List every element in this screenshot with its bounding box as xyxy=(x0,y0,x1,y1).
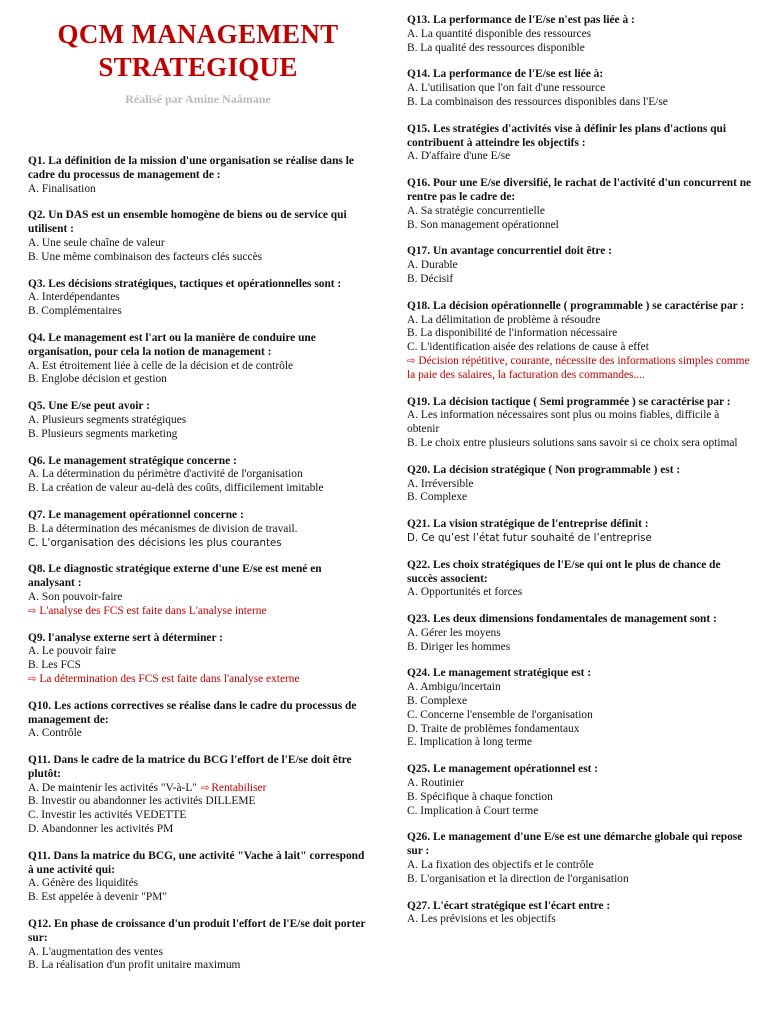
author-credit: Réalisé par Amine Naâmane xyxy=(125,92,271,106)
answer-option: A. D'affaire d'une E/se xyxy=(407,150,511,163)
answer-option: A. La délimitation de problème à résoudre xyxy=(407,313,601,326)
arrow-icon: ⇨ xyxy=(28,673,37,685)
correction-note xyxy=(407,355,752,383)
question-text: Q13. La performance de l'E/se n'est pas liée à : xyxy=(407,14,635,26)
answer-option: A. Génère des liquidités xyxy=(28,877,139,890)
question-text: Q15. Les stratégies d'activités vise à définir les plans d'actions qui contribuent à atteindre les objectifs : xyxy=(407,122,727,149)
question-item xyxy=(407,831,752,886)
answer-option: A. Plusieurs segments stratégiques xyxy=(28,413,187,426)
answer-option: B. Les FCS xyxy=(28,659,81,672)
answer-option: A. Gérer les moyens xyxy=(407,626,501,639)
question-text: Q1. La définition de la mission d'une organisation se réalise dans le cadre du processus de management de : xyxy=(28,155,354,181)
question-text: Q26. Le management d'une E/se est une démarche globale qui repose sur : xyxy=(407,831,743,858)
answer-option: E. Implication à long terme xyxy=(407,736,532,749)
question-text: Q8. Le diagnostic stratégique externe d'une E/se est mené en analysant : xyxy=(28,563,322,590)
answer-option: B. Plusieurs segments marketing xyxy=(28,427,178,440)
question-text: Q5. Une E/se peut avoir : xyxy=(28,400,150,413)
answer-option: B. La détermination des mécanismes de division de travail. xyxy=(28,522,298,535)
answer-option: B. Complémentaires xyxy=(28,305,122,318)
answer-option: A. Son pouvoir-faire xyxy=(28,590,123,603)
correction-note xyxy=(28,673,368,687)
question-item xyxy=(28,455,368,496)
question-item xyxy=(28,209,368,264)
question-text: Q18. La décision opérationnelle ( programmable ) se caractérise par : xyxy=(407,299,745,312)
question-item xyxy=(28,278,368,319)
question-item xyxy=(28,400,368,441)
question-text: Q16. Pour une E/se diversifié, le rachat de l'activité d'un concurrent ne rentre pas le cadre de: xyxy=(407,177,752,203)
answer-option: A. Est étroitement liée à celle de la décision et de contrôle xyxy=(28,359,294,372)
correction-text: Rentabiliser xyxy=(211,781,267,794)
correction-note xyxy=(28,605,368,619)
title-line-2: STRATEGIQUE xyxy=(98,52,298,82)
right-question-list xyxy=(407,14,752,940)
answer-option: B. Complexe xyxy=(407,695,468,708)
question-text: Q14. La performance de l'E/se est liée à: xyxy=(407,68,604,81)
answer-option: B. La création de valeur au-delà des coûts, difficilement imitable xyxy=(28,482,324,495)
answer-option: B. Diriger les hommes xyxy=(407,640,511,653)
left-question-list xyxy=(28,155,368,973)
answer-option: B. La réalisation d'un profit unitaire maximum xyxy=(28,959,241,972)
question-item xyxy=(407,14,752,55)
title-line-1: QCM MANAGEMENT xyxy=(57,19,339,49)
answer-option: C. Implication à Court terme xyxy=(407,804,539,817)
question-item xyxy=(407,123,752,164)
correction-text: L'analyse des FCS est faite dans L'analyse interne xyxy=(39,604,267,617)
title-block xyxy=(28,0,368,107)
question-item xyxy=(28,632,368,687)
left-column xyxy=(28,0,368,986)
answer-option: A. Opportunités et forces xyxy=(407,586,523,599)
answer-option: B. Est appelée à devenir "PM" xyxy=(28,891,167,904)
question-item xyxy=(28,754,368,837)
question-text: Q19. La décision tactique ( Semi programmée ) se caractérise par : xyxy=(407,395,731,408)
question-item xyxy=(407,667,752,750)
answer-option: D. Ce qu’est l’état futur souhaité de l’entreprise xyxy=(407,532,652,544)
question-text: Q6. Le management stratégique concerne : xyxy=(28,454,237,467)
answer-option: A. Finalisation xyxy=(28,182,96,195)
answer-option: C. L'identification aisée des relations de cause à effet xyxy=(407,341,649,354)
answer-option: A. La fixation des objectifs et le contrôle xyxy=(407,859,594,872)
answer-option: B. La combinaison des ressources disponibles dans l'E/se xyxy=(407,95,668,108)
answer-option: B. Une même combinaison des facteurs clés succès xyxy=(28,250,263,263)
question-item xyxy=(407,518,752,546)
question-item xyxy=(28,332,368,387)
question-text: Q11. Dans la matrice du BCG, une activité "Vache à lait" correspond à une activité qui: xyxy=(28,849,365,876)
answer-option: B. Son management opérationnel xyxy=(407,218,559,231)
question-text: Q11. Dans le cadre de la matrice du BCG l'effort de l'E/se doit être plutôt: xyxy=(28,754,352,780)
correction-text: La détermination des FCS est faite dans l'analyse externe xyxy=(39,672,300,685)
question-item xyxy=(28,850,368,905)
answer-option: A. Une seule chaîne de valeur xyxy=(28,236,165,249)
answer-option: C. L’organisation des décisions les plus courantes xyxy=(28,537,282,549)
answer-option: A. Les prévisions et les objectifs xyxy=(407,913,556,926)
answer-option: A. Interdépendantes xyxy=(28,291,120,304)
question-text: Q21. La vision stratégique de l'entreprise définit : xyxy=(407,518,649,531)
question-text: Q27. L'écart stratégique est l'écart entre : xyxy=(407,899,611,912)
question-item xyxy=(28,155,368,196)
answer-option: A. La quantité disponible des ressources xyxy=(407,27,592,40)
question-text: Q22. Les choix stratégiques de l'E/se qui ont le plus de chance de succès associent: xyxy=(407,558,721,585)
answer-line xyxy=(28,782,368,796)
answer-text: A. De maintenir les activités "V-à-L" xyxy=(28,781,197,794)
arrow-icon: ⇨ xyxy=(407,355,416,367)
answer-option: B. Décisif xyxy=(407,272,454,285)
answer-option: B. Investir ou abandonner les activités DILLEME xyxy=(28,795,256,808)
correction-text: Décision répétitive, courante, nécessite des informations simples comme la paie des salaires, la facturation des commandes.... xyxy=(407,354,750,381)
question-item xyxy=(407,396,752,451)
question-item xyxy=(28,509,368,550)
answer-option: D. Traite de problèmes fondamentaux xyxy=(407,722,580,735)
question-text: Q7. Le management opérationnel concerne : xyxy=(28,508,244,521)
answer-option: B. L'organisation et la direction de l'organisation xyxy=(407,872,629,885)
question-text: Q2. Un DAS est un ensemble homogène de biens ou de service qui utilisent : xyxy=(28,209,347,236)
answer-option: B. Le choix entre plusieurs solutions sans savoir si ce choix sera optimal xyxy=(407,436,738,449)
answer-option: A. Les information nécessaires sont plus ou moins fiables, difficile à obtenir xyxy=(407,409,720,436)
answer-option: B. Spécifique à chaque fonction xyxy=(407,790,553,803)
question-item xyxy=(407,300,752,383)
answer-option: A. Irréversible xyxy=(407,477,474,490)
question-item xyxy=(28,563,368,618)
question-item xyxy=(407,464,752,505)
document-title xyxy=(28,18,368,84)
question-item xyxy=(407,900,752,928)
answer-option: A. Durable xyxy=(407,259,458,272)
answer-option: A. Routinier xyxy=(407,777,464,790)
answer-option: B. La disponibilité de l'information nécessaire xyxy=(407,327,618,340)
answer-option: B. La qualité des ressources disponible xyxy=(407,41,585,54)
question-item xyxy=(407,559,752,600)
answer-option: D. Abandonner les activités PM xyxy=(28,823,174,836)
question-text: Q23. Les deux dimensions fondamentales de management sont : xyxy=(407,613,717,626)
question-item xyxy=(407,177,752,232)
question-item xyxy=(28,918,368,973)
answer-option: A. Contrôle xyxy=(28,727,82,740)
answer-option: C. Concerne l'ensemble de l'organisation xyxy=(407,708,593,721)
question-text: Q9. l'analyse externe sert à déterminer : xyxy=(28,631,223,644)
question-text: Q3. Les décisions stratégiques, tactiques et opérationnelles sont : xyxy=(28,277,342,290)
answer-option: A. La détermination du périmètre d'activité de l'organisation xyxy=(28,468,303,481)
question-text: Q20. La décision stratégique ( Non programmable ) est : xyxy=(407,463,681,476)
question-item xyxy=(407,245,752,286)
question-text: Q24. Le management stratégique est : xyxy=(407,667,592,680)
arrow-icon: ⇨ xyxy=(28,605,37,617)
question-item xyxy=(28,700,368,741)
correction-note xyxy=(197,782,266,794)
answer-option: A. Le pouvoir faire xyxy=(28,645,116,658)
question-text: Q4. Le management est l'art ou la manière de conduire une organisation, pour cela la notion de management : xyxy=(28,331,316,358)
answer-option: B. Complexe xyxy=(407,491,468,504)
answer-option: A. L'utilisation que l'on fait d'une ressource xyxy=(407,82,606,95)
question-text: Q10. Les actions correctives se réalise dans le cadre du processus de management de: xyxy=(28,699,357,726)
question-text: Q12. En phase de croissance d'un produit l'effort de l'E/se doit porter sur: xyxy=(28,918,366,944)
question-text: Q17. Un avantage concurrentiel doit être : xyxy=(407,245,612,258)
answer-option: A. Sa stratégie concurrentielle xyxy=(407,204,545,217)
question-text: Q25. Le management opérationnel est : xyxy=(407,763,599,776)
answer-option: A. L'augmentation des ventes xyxy=(28,945,163,958)
answer-option: B. Englobe décision et gestion xyxy=(28,373,167,386)
answer-option: A. Ambigu/incertain xyxy=(407,681,501,694)
question-item xyxy=(407,613,752,654)
question-item xyxy=(407,763,752,818)
answer-option: C. Investir les activités VEDETTE xyxy=(28,809,187,822)
question-item xyxy=(407,68,752,109)
arrow-icon: ⇨ xyxy=(200,782,210,794)
